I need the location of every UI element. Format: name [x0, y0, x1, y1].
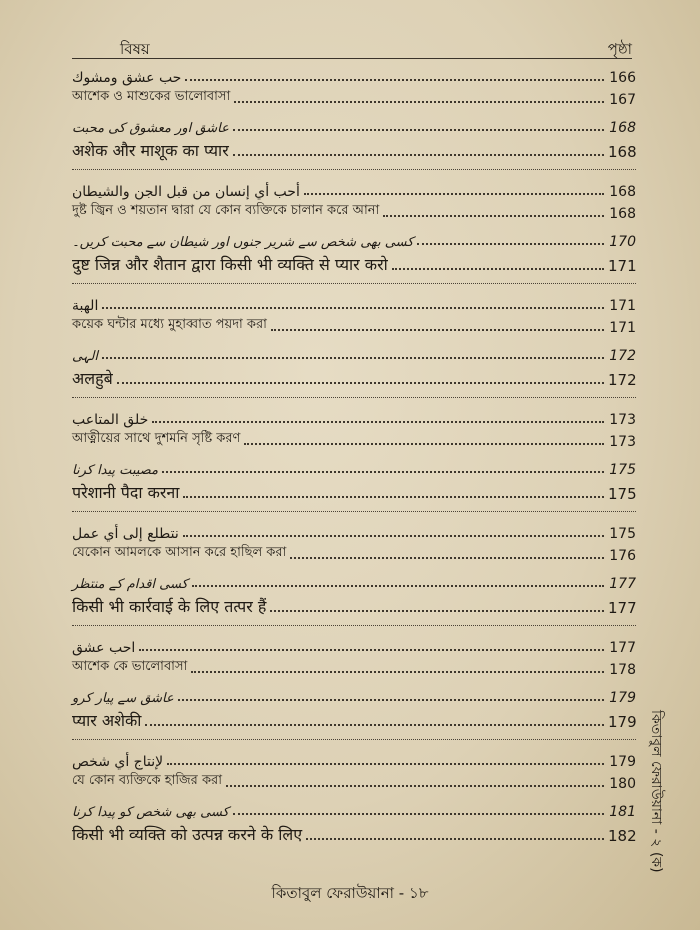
- toc-entry-title: দুষ্ট জ্বিন ও শয়তান দ্বারা যে কোন ব্যক্তিকে চালান করে আনা: [72, 203, 380, 218]
- toc-entry: [72, 706, 636, 731]
- table-of-contents: [72, 62, 636, 859]
- toc-page-number: 173: [609, 412, 636, 428]
- toc-group: [72, 404, 636, 512]
- dot-leader: [191, 671, 604, 673]
- dot-leader: [417, 243, 604, 245]
- toc-entry-title: نتطلع إلى أي عمل: [72, 526, 179, 542]
- toc-entry: [72, 820, 636, 845]
- toc-page-number: 168: [609, 184, 636, 200]
- toc-page-number: 172: [609, 348, 636, 364]
- toc-entry: [72, 592, 636, 617]
- toc-page-number: 166: [609, 70, 636, 86]
- dot-leader: [226, 785, 604, 787]
- toc-entry-title: আশেক কে ভালোবাসা: [72, 659, 188, 674]
- dot-leader: [167, 763, 604, 765]
- dot-leader: [152, 421, 604, 423]
- toc-entry: [72, 250, 636, 275]
- toc-group: [72, 290, 636, 398]
- toc-entry-title: خلق المتاعب: [72, 412, 149, 428]
- toc-entry: [72, 798, 636, 820]
- toc-entry: [72, 200, 636, 222]
- toc-entry-title: किसी भी कार्रवाई के लिए तत्पर हैं: [72, 597, 267, 616]
- toc-entry-title: किसी भी व्यक्ति को उत्पन्न करने के लिए: [72, 825, 303, 844]
- toc-page-number: 168: [609, 206, 636, 222]
- toc-entry-title: حب عشق ومشوك: [72, 70, 182, 86]
- toc-entry-title: الہی: [72, 349, 99, 364]
- toc-entry-title: مصیبت پیدا کرنا: [72, 463, 159, 478]
- dot-leader: [306, 838, 604, 840]
- toc-page-number: 181: [609, 804, 636, 820]
- dot-leader: [244, 443, 604, 445]
- toc-page-number: 175: [609, 526, 636, 542]
- toc-group: [72, 746, 636, 853]
- toc-entry: [72, 634, 636, 656]
- dot-leader: [183, 535, 604, 537]
- toc-group: [72, 632, 636, 740]
- toc-entry: [72, 656, 636, 678]
- toc-page-number: 175: [609, 462, 636, 478]
- toc-entry: [72, 86, 636, 108]
- toc-entry: [72, 178, 636, 200]
- toc-entry: [72, 570, 636, 592]
- toc-page-number: 179: [608, 713, 637, 731]
- toc-entry: [72, 406, 636, 428]
- toc-group: [72, 518, 636, 626]
- toc-entry: [72, 684, 636, 706]
- dot-leader: [383, 215, 604, 217]
- toc-page-number: 167: [609, 92, 636, 108]
- dot-leader: [102, 307, 604, 309]
- dot-leader: [290, 557, 604, 559]
- dot-leader: [117, 382, 604, 384]
- toc-page-number: 170: [609, 234, 636, 250]
- toc-entry: [72, 456, 636, 478]
- toc-group: [72, 176, 636, 284]
- toc-entry-title: کسی بھی شخص سے شریر جنوں اور شیطان سے محبت کریں۔: [72, 235, 414, 250]
- toc-entry: [72, 136, 636, 161]
- dot-leader: [139, 649, 604, 651]
- toc-page-number: 178: [609, 662, 636, 678]
- toc-entry: [72, 520, 636, 542]
- dot-leader: [178, 699, 604, 701]
- toc-page-number: 172: [608, 371, 637, 389]
- toc-page-number: 171: [609, 298, 636, 314]
- toc-page-number: 168: [609, 120, 636, 136]
- toc-page-number: 175: [608, 485, 637, 503]
- dot-leader: [183, 496, 604, 498]
- toc-entry: [72, 364, 636, 389]
- dot-leader: [185, 79, 604, 81]
- toc-entry-title: परेशानी पैदा करना: [72, 483, 180, 502]
- toc-entry-title: दुष्ट जिन्न और शैतान द्वारा किसी भी व्यक्ति से प्यार करो: [72, 255, 388, 274]
- toc-entry: [72, 292, 636, 314]
- toc-entry: [72, 114, 636, 136]
- dot-leader: [234, 101, 604, 103]
- toc-entry-title: عاشق اور معشوق کی محبت: [72, 121, 229, 136]
- dot-leader: [304, 193, 604, 195]
- toc-header: [72, 36, 632, 59]
- toc-page-number: 179: [609, 754, 636, 770]
- toc-entry-title: কয়েক ঘন্টার মধ্যে মুহাব্বাত পয়দা করা: [72, 317, 267, 332]
- toc-entry-title: अलहुबे: [72, 369, 113, 388]
- toc-entry: [72, 428, 636, 450]
- toc-group: [72, 62, 636, 170]
- toc-entry-title: আত্নীয়ের সাথে দুশমনি সৃষ্টি করণ: [72, 431, 241, 446]
- toc-entry-title: যে কোন ব্যক্তিকে হাজির করা: [72, 773, 222, 788]
- toc-entry-title: کسی اقدام کے منتظر: [72, 577, 188, 592]
- page-footer: কিতাবুল ফেরাউয়ানা - ১৮: [271, 884, 429, 902]
- toc-page-number: 177: [609, 640, 636, 656]
- toc-entry-title: أحب أي إنسان من قبل الجن والشيطان: [72, 184, 300, 200]
- toc-page-number: 171: [609, 320, 636, 336]
- toc-entry-title: کسی بھی شخص کو پیدا کرنا: [72, 805, 229, 820]
- toc-page-number: 182: [608, 827, 637, 845]
- toc-page-number: 168: [608, 143, 637, 161]
- dot-leader: [102, 357, 604, 359]
- toc-page-number: 177: [608, 599, 637, 617]
- page-heading: পৃষ্ঠা: [607, 40, 632, 58]
- toc-page-number: 177: [609, 576, 636, 592]
- toc-entry: [72, 64, 636, 86]
- toc-page-number: 171: [608, 257, 637, 275]
- toc-entry: [72, 478, 636, 503]
- toc-entry-title: আশেক ও মাশুকের ভালোবাসা: [72, 89, 231, 104]
- toc-entry-title: عاشق سے پیار کرو: [72, 691, 174, 706]
- side-running-title: কিতাবুল ফেরাউয়ানা - ২ (ক): [648, 710, 664, 873]
- toc-entry-title: अशेक और माशूक का प्यार: [72, 141, 229, 160]
- toc-entry: [72, 542, 636, 564]
- toc-entry-title: যেকোন আমলকে আসান করে হাছিল করা: [72, 545, 287, 560]
- toc-entry-title: لإنتاج أي شخص: [72, 754, 164, 770]
- dot-leader: [392, 268, 604, 270]
- toc-entry: [72, 342, 636, 364]
- dot-leader: [162, 471, 604, 473]
- dot-leader: [233, 154, 604, 156]
- toc-entry: [72, 314, 636, 336]
- dot-leader: [233, 813, 604, 815]
- toc-page-number: 179: [609, 690, 636, 706]
- toc-entry: [72, 770, 636, 792]
- dot-leader: [145, 724, 604, 726]
- toc-entry: [72, 228, 636, 250]
- toc-entry-title: प्यार अशेकी: [72, 711, 142, 730]
- toc-entry-title: احب عشق: [72, 640, 136, 656]
- toc-entry: [72, 748, 636, 770]
- toc-entry-title: الهبة: [72, 298, 99, 314]
- toc-page-number: 173: [609, 434, 636, 450]
- dot-leader: [271, 329, 604, 331]
- dot-leader: [233, 129, 604, 131]
- toc-page-number: 176: [609, 548, 636, 564]
- dot-leader: [270, 610, 604, 612]
- dot-leader: [192, 585, 604, 587]
- toc-page-number: 180: [609, 776, 636, 792]
- subject-heading: বিষয়: [120, 40, 150, 58]
